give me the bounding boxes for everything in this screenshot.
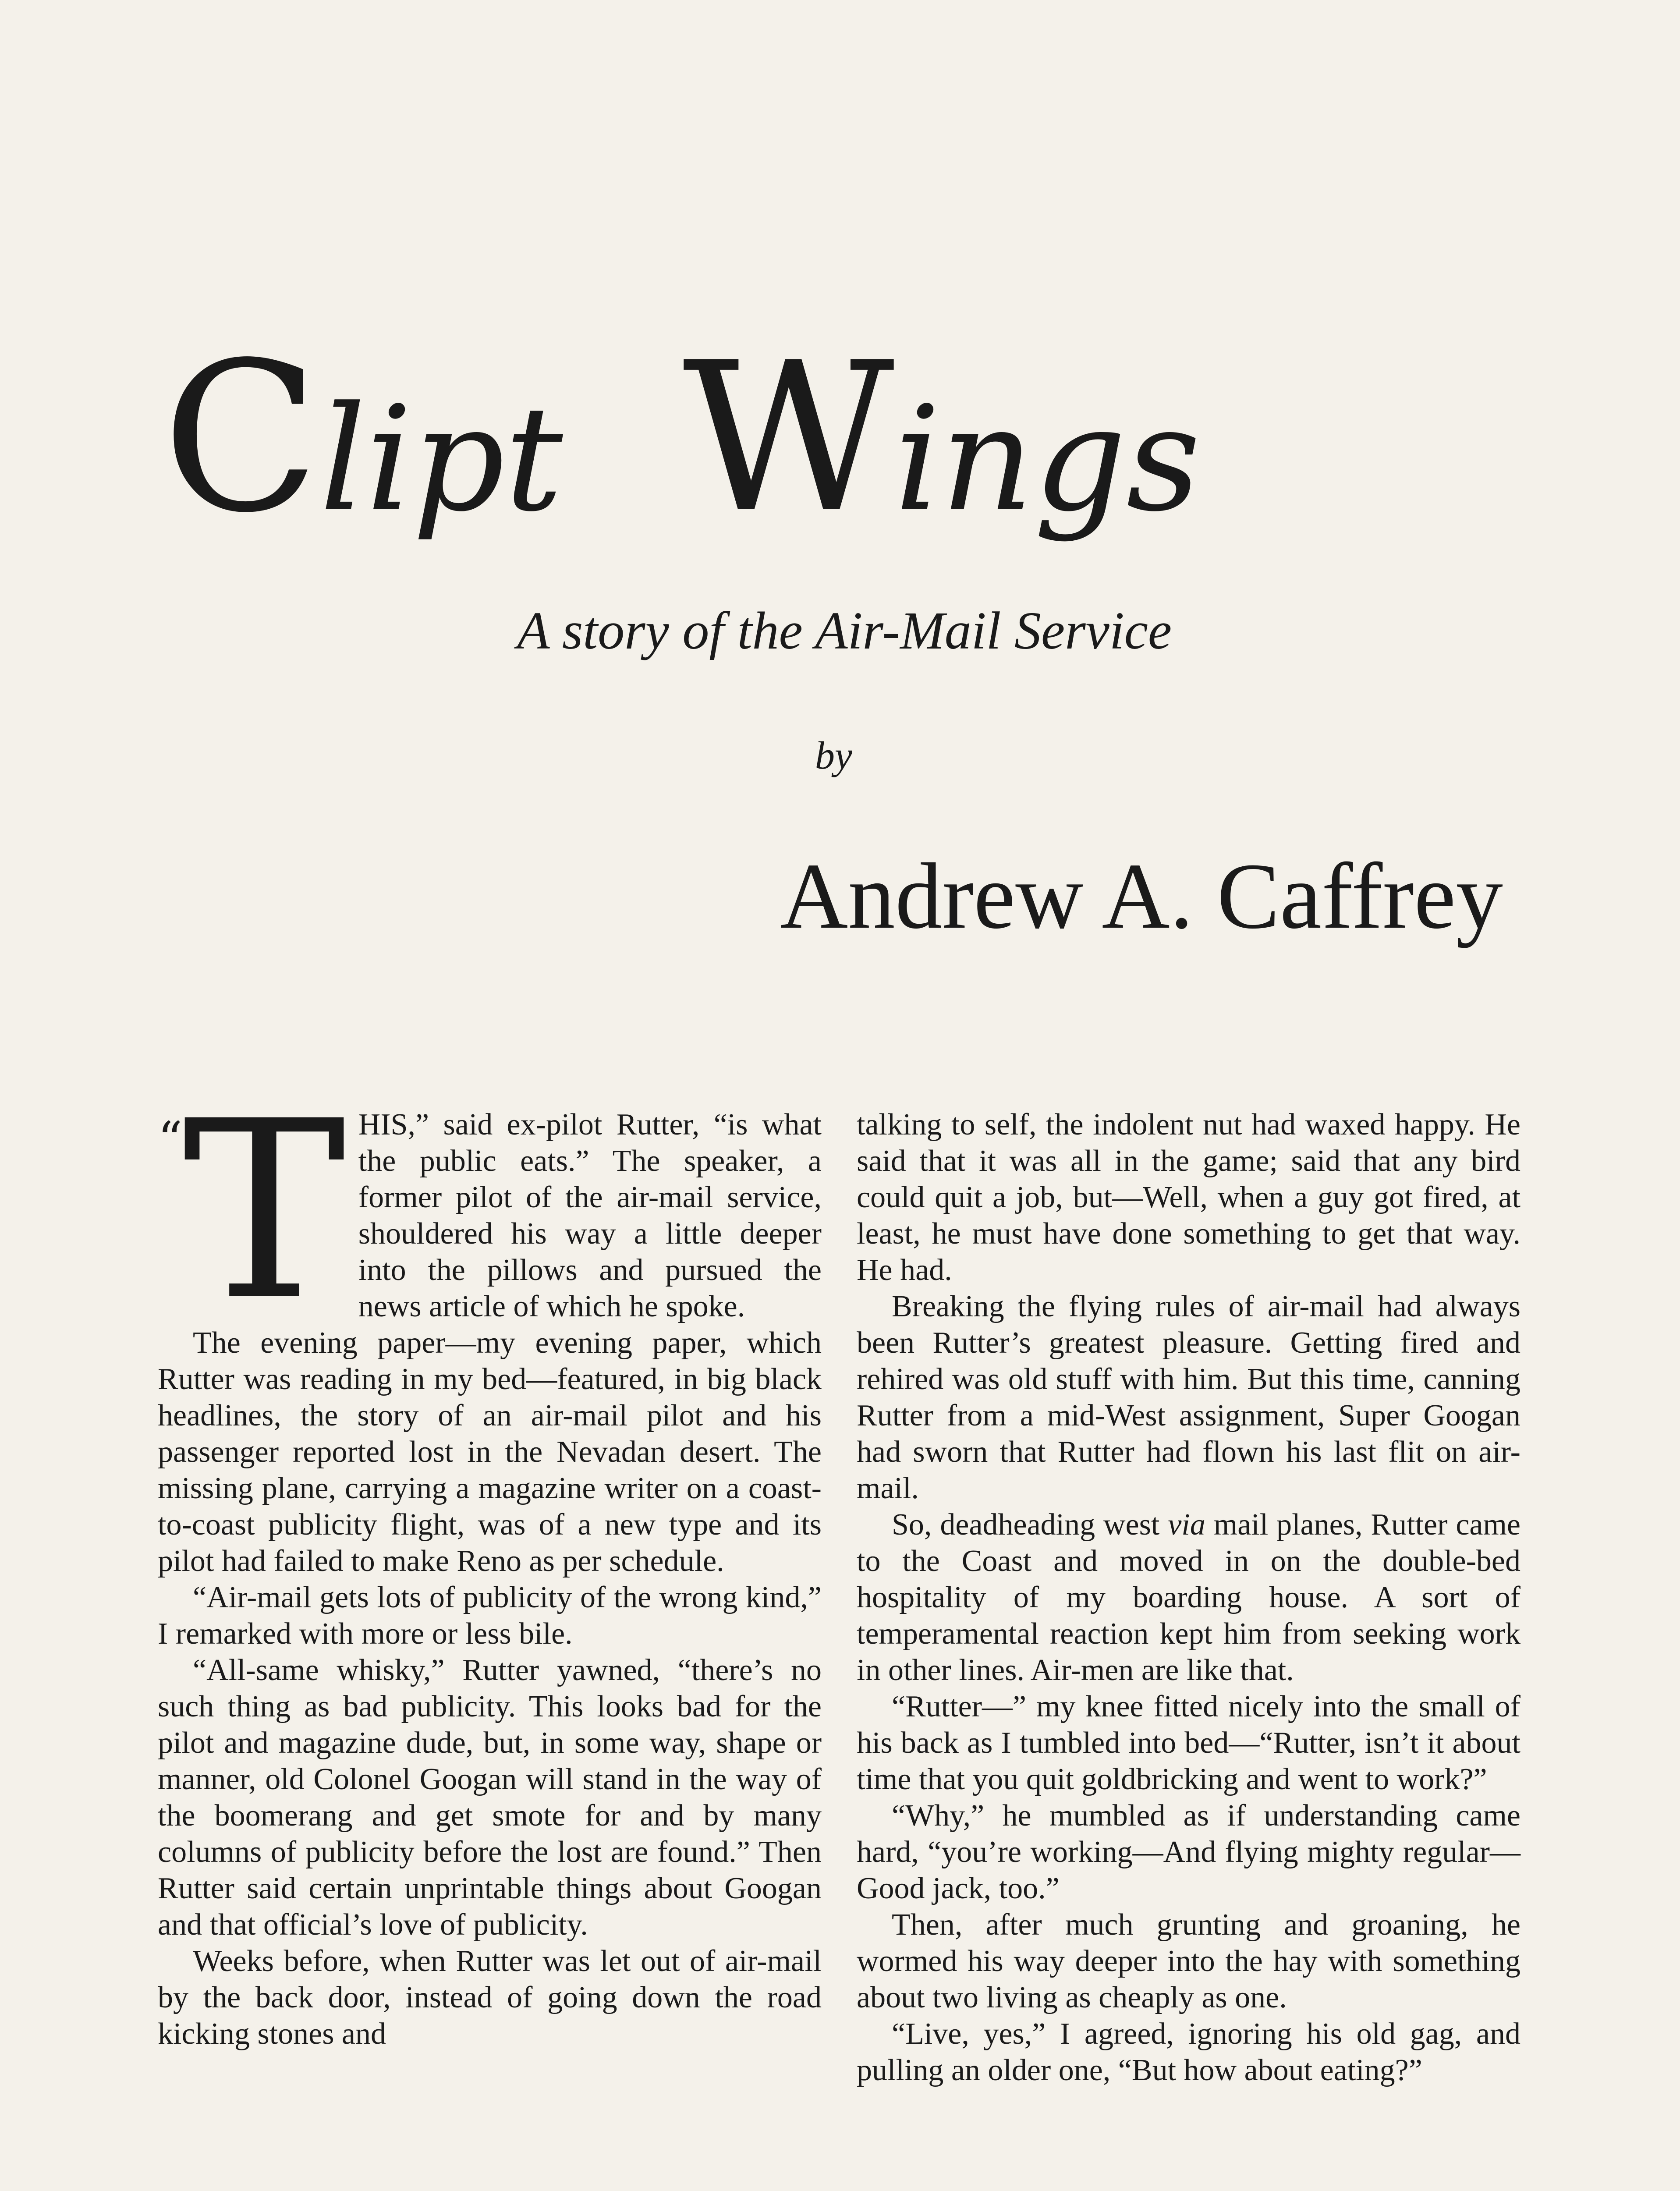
paragraph: “Air-mail gets lots of publicity of the wrong kind,” I remarked with more or less bile.	[158, 1581, 822, 1651]
paragraph: Then, after much grunting and groaning, he wormed his way deeper into the hay with something about two living as cheaply as one.	[857, 1908, 1521, 2014]
story-subtitle: A story of the Air-Mail Service	[517, 601, 1172, 660]
paragraph: Breaking the flying rules of air-mail had always been Rutter’s greatest pleasure. Getting fired and rehired was old stuff with him. But this time, canning Rutter from a mid-West assignment, Super Googan had sworn that Rutter had flown his last flit on air-mail.	[857, 1290, 1521, 1505]
drop-cap	[158, 1069, 346, 1354]
story-title	[162, 318, 1214, 558]
title-part-lipt: lipt	[319, 375, 563, 543]
byline-by: by	[815, 734, 852, 777]
paragraph-text: HIS,” said ex-pilot Rutter, “is what the public eats.” The speaker, a former pilot of the air-mail service, shouldered his way a little deeper into the pillows and pursued the news article of which he spoke.	[358, 1108, 822, 1323]
paragraph: “Why,” he mumbled as if understanding came hard, “you’re working—And flying mighty regular— Good jack, too.”	[857, 1799, 1521, 1905]
paragraph: “Live, yes,” I agreed, ignoring his old gag, and pulling an older one, “But how about eating?”	[857, 2017, 1521, 2087]
paragraph: “All-same whisky,” Rutter yawned, “there’s no such thing as bad publicity. This looks bad for the pilot and magazine dude, but, in some way, shape or manner, old Colonel Googan will stand in the way of the boomerang and get smote for and by many columns of publicity before the lost are found.” Then Rutter said certain unprintable things about Googan and that official’s love of publicity.	[158, 1653, 822, 1942]
paragraph	[158, 1069, 822, 1354]
left-column	[158, 1069, 822, 2191]
italic-word: via	[1168, 1508, 1205, 1542]
title-part-ings: ings	[894, 375, 1201, 543]
drop-cap-letter: T	[182, 1069, 346, 1354]
paragraph-text: So, deadheading west	[892, 1508, 1168, 1542]
paragraph	[857, 1507, 1521, 1688]
paragraph: The evening paper—my evening paper, which Rutter was reading in my bed—featured, in big black headlines, the story of an air-mail pilot and his passenger reported lost in the Nevadan desert. The missing plane, carrying a magazine writer on a coast-to-coast publicity flight, was of a new type and its pilot had failed to make Reno as per schedule.	[158, 1326, 822, 1578]
right-column	[857, 1106, 1521, 2191]
paragraph: Weeks before, when Rutter was let out of air-mail by the back door, instead of going down the road kicking stones and	[158, 1944, 822, 2051]
drop-cap-quote: “	[158, 1111, 183, 1167]
title-letter-w: W	[682, 318, 895, 558]
paragraph: “Rutter—” my knee fitted nicely into the small of his back as I tumbled into bed—“Rutter, isn’t it about time that you quit goldbricking and went to work?”	[857, 1690, 1521, 1796]
paragraph-text: mail planes, Rutter came to the Coast and moved in on the double-bed hospitality of my boarding house. A sort of temperamental reaction kept him from seeking work in other lines. Air-men are like that.	[857, 1508, 1521, 1687]
title-letter-c: C	[162, 318, 320, 558]
author-name: Andrew A. Caffrey	[780, 844, 1503, 948]
paragraph: talking to self, the indolent nut had waxed happy. He said that it was all in the game; said that any bird could quit a job, but—Well, when a guy got fired, at least, he must have done something to get that way. He had.	[857, 1108, 1521, 1287]
